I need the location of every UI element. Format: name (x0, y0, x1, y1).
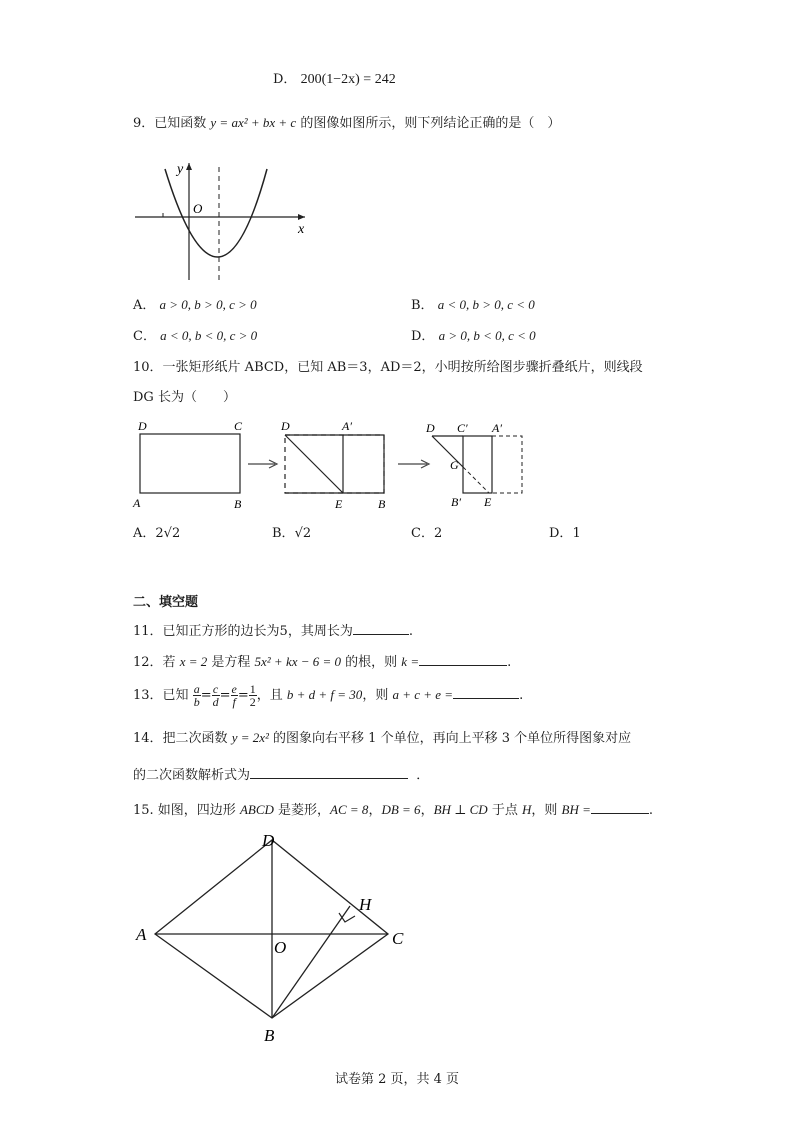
q13-condition: b + d + f = 30 (286, 687, 363, 702)
answer-blank (419, 653, 507, 666)
f3-b1-label: B′ (451, 495, 461, 509)
answer-blank (591, 801, 649, 814)
q13-ask: a + c + e = (392, 687, 454, 702)
q10-folding-figure (130, 414, 540, 514)
f3-g-label: G (450, 458, 459, 472)
vertex-c-label: C (392, 929, 404, 948)
q9-option-a (133, 298, 257, 312)
q15-shape: ABCD (239, 802, 274, 817)
q15-text: 15. 如图，四边形 (133, 803, 240, 818)
punct: ． (416, 768, 430, 783)
q15-db: DB = 6 (381, 802, 421, 817)
equals: = (219, 688, 231, 703)
answer-blank (250, 766, 408, 779)
numerator: c (212, 682, 219, 696)
punct: . (648, 803, 653, 818)
option-text: a > 0, b > 0, c > 0 (159, 297, 257, 312)
q12-text: 的根，则 (341, 655, 402, 670)
q9-option-b (411, 298, 535, 312)
fraction (193, 683, 201, 708)
q12-variable: k = (401, 654, 420, 669)
numerator: a (193, 682, 200, 696)
q9-option-c (133, 329, 257, 343)
f3-d-label: D (426, 421, 435, 435)
q13-text: ，则 (362, 688, 393, 703)
f3-a1-label: A′ (492, 421, 502, 435)
option-text: 2√2 (155, 526, 181, 541)
stem-text: 的图像如图所示，则下列结论正确的是（ ） (296, 116, 561, 131)
f1-b-label: B (234, 497, 242, 511)
q10-stem-line1: 10．一张矩形纸片 ABCD，已知 AB＝3，AD＝2，小明按所给图步骤折叠纸片，则线段 (133, 360, 643, 375)
f3-e-label: E (484, 495, 492, 509)
q13-text: 13．已知 (133, 688, 189, 703)
q15-text: 于点 (487, 803, 522, 818)
vertex-d-label: D (262, 831, 275, 850)
q10-option-c (411, 527, 442, 540)
q12-equation: 5x² + kx − 6 = 0 (254, 654, 342, 669)
f2-e-label: E (335, 497, 343, 511)
q9-option-d (411, 329, 536, 343)
y-axis-label: y (177, 162, 184, 177)
q12-condition: x = 2 (179, 654, 208, 669)
denominator: b (193, 695, 200, 709)
q9-stem (133, 116, 560, 130)
option-text: 1 (572, 526, 581, 541)
option-text: a < 0, b < 0, c > 0 (160, 328, 258, 343)
fraction (249, 683, 257, 708)
section-title: 二、填空题 (133, 595, 199, 610)
q10-option-d (549, 527, 581, 540)
q13-text: ，且 (256, 688, 287, 703)
x-axis-label: x (298, 222, 305, 237)
option-label: B． (272, 526, 295, 541)
function-expr: y = ax² + bx + c (210, 115, 297, 130)
numerator: e (231, 682, 237, 696)
q11-text: 11．已知正方形的边长为5，其周长为 (133, 624, 353, 639)
q15-text: ， (368, 803, 382, 818)
fraction (212, 683, 220, 708)
option-label: B． (411, 298, 434, 313)
numerator: 1 (249, 682, 256, 696)
option-label: A． (133, 526, 156, 541)
denominator: 2 (249, 695, 256, 709)
option-label: D． (549, 526, 573, 541)
denominator: d (212, 695, 219, 709)
q15-ask: BH = (561, 802, 591, 817)
q11 (133, 622, 413, 638)
f2-d-label: D (281, 419, 290, 433)
q14-function: y = 2x² (231, 730, 269, 745)
q15-text: ，则 (531, 803, 562, 818)
punct: . (507, 655, 512, 670)
f2-b-label: B (378, 497, 386, 511)
page-footer: 试卷第 2 页，共 4 页 (334, 1072, 460, 1087)
q14-line1 (133, 731, 631, 745)
option-expr: 200(1−2x) = 242 (300, 72, 396, 87)
option-text: √2 (294, 526, 312, 541)
q12-text: 12．若 (133, 655, 180, 670)
q15-h: H (521, 802, 532, 817)
stem-text: 9．已知函数 (133, 116, 211, 131)
f1-a-label: A (133, 496, 141, 510)
q15-ac: AC = 8 (330, 802, 369, 817)
equals: = (237, 688, 249, 703)
q14-text: 的二次函数解析式为 (133, 768, 251, 783)
punct: . (408, 624, 413, 639)
q10-option-b (272, 527, 311, 540)
q12 (133, 653, 511, 669)
option-label: A． (133, 298, 156, 313)
denominator: f (232, 695, 236, 709)
option-text: a < 0, b > 0, c < 0 (437, 297, 535, 312)
point-h-label: H (359, 895, 372, 914)
answer-blank (453, 686, 519, 699)
q15-perp: BH ⊥ CD (433, 802, 488, 817)
q15-text: ， (420, 803, 434, 818)
f1-d-label: D (138, 419, 147, 433)
q12-text: 是方程 (207, 655, 255, 670)
f2-a1-label: A′ (342, 419, 352, 433)
q15-text: 是菱形， (273, 803, 331, 818)
equals: = (200, 688, 212, 703)
option-label: C． (133, 329, 156, 344)
option-text: a > 0, b < 0, c < 0 (438, 328, 536, 343)
option-label: D． (411, 329, 435, 344)
center-o-label: O (274, 938, 287, 957)
q15-rhombus-figure (130, 826, 420, 1048)
q15 (133, 801, 653, 817)
option-label: D． (273, 72, 297, 87)
q13 (133, 682, 523, 709)
f1-c-label: C (234, 419, 243, 433)
f3-c1-label: C′ (457, 421, 468, 435)
origin-label: O (193, 201, 203, 216)
option-text: 2 (433, 526, 443, 541)
q8-option-d (273, 73, 396, 87)
q10-stem-line2: DG 长为（ ） (133, 390, 236, 405)
q14-line2 (133, 766, 429, 782)
punct: . (519, 688, 524, 703)
vertex-b-label: B (264, 1026, 275, 1045)
q14-text: 14．把二次函数 (133, 731, 232, 746)
q14-text: 的图象向右平移 1 个单位，再向上平移 3 个单位所得图象对应 (268, 731, 632, 746)
q10-option-a (133, 527, 180, 540)
fraction (231, 683, 238, 708)
option-label: C． (411, 526, 434, 541)
q9-parabola-figure (125, 155, 315, 285)
answer-blank (353, 622, 409, 635)
vertex-a-label: A (136, 925, 147, 944)
